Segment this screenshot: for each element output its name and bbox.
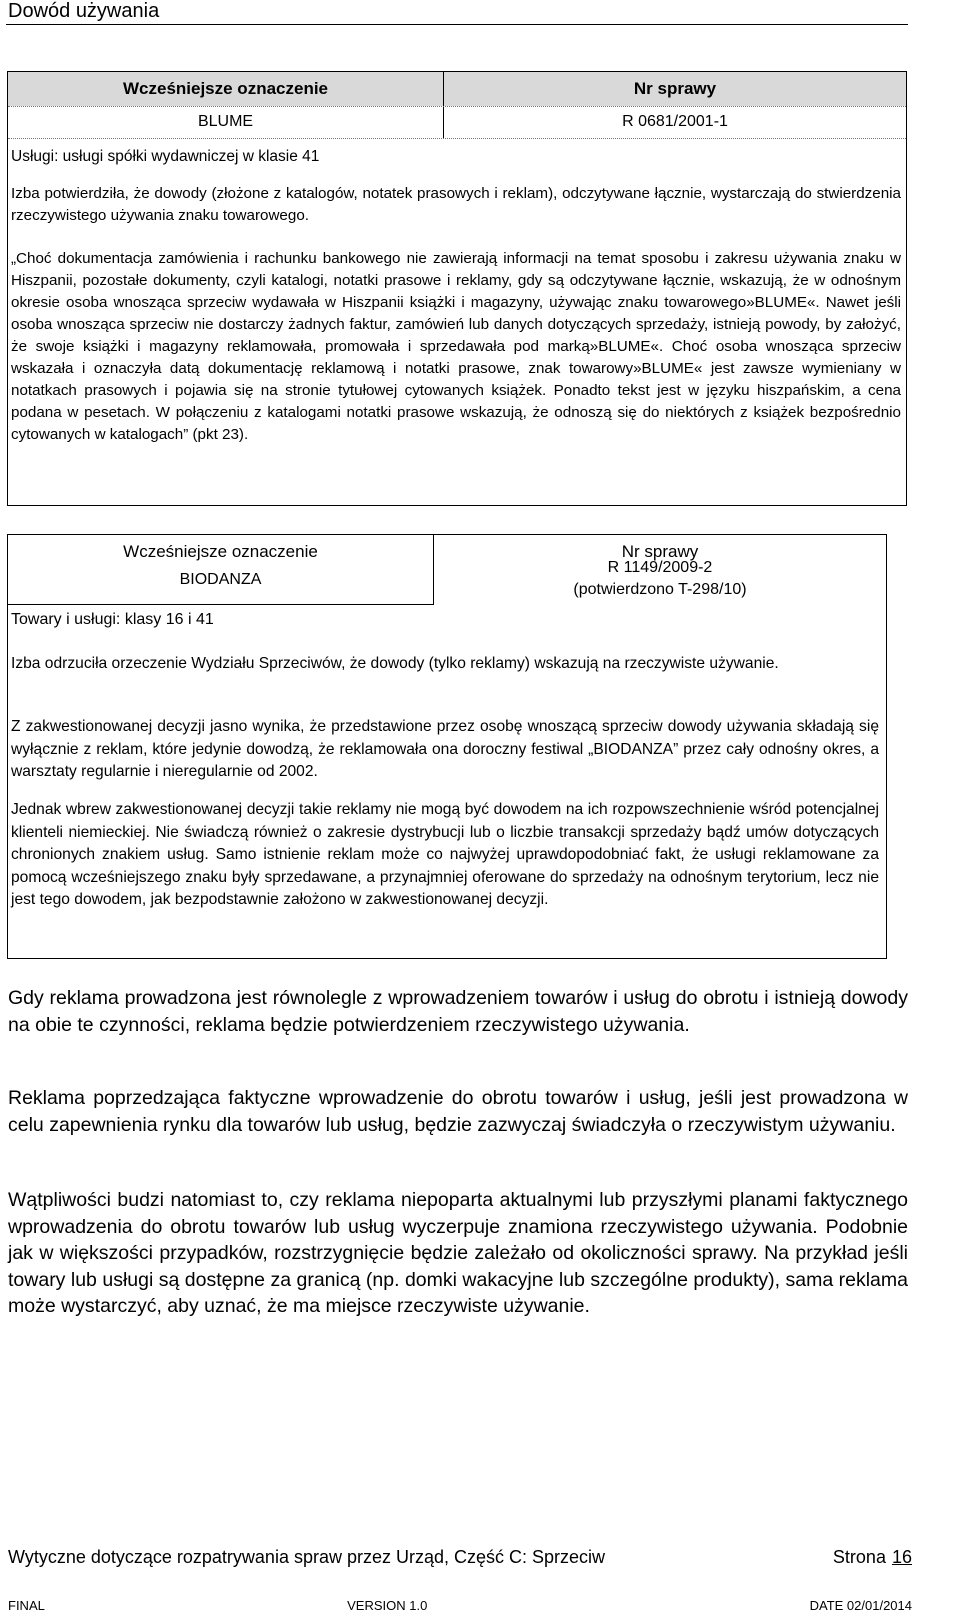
- footer-document-title: Wytyczne dotyczące rozpatrywania spraw przez Urząd, Część C: Sprzeciw: [8, 1547, 606, 1567]
- title-divider: [6, 24, 908, 25]
- row-divider: [8, 106, 906, 107]
- services-line: Usługi: usługi spółki wydawniczej w klasie 41: [11, 148, 320, 165]
- document-metadata: [8, 1598, 912, 1613]
- page-number: 16: [891, 1547, 912, 1567]
- col-header-case-number: Nr sprawy: [444, 72, 906, 106]
- page-footer: [8, 1547, 912, 1568]
- decision-summary: Izba potwierdziła, że dowody (złożone z katalogów, notatek prasowych i reklam), odczytywane łącznie, wystarczają do stwierdzenia rzeczywistego używania znaku towarowego.: [11, 185, 901, 224]
- case-box-blume: [7, 71, 907, 506]
- body-paragraph-2: Reklama poprzedzająca faktyczne wprowadzenie do obrotu towarów i usług, jeśli jest prowadzona w celu zapewnienia rynku dla towarów lub usług, będzie zazwyczaj świadczyła o rzeczywistym używaniu.: [8, 1087, 908, 1136]
- case-confirmation: (potwierdzono T-298/10): [573, 581, 747, 598]
- doc-date: DATE 02/01/2014: [809, 1598, 912, 1613]
- decision-summary: Izba odrzuciła orzeczenie Wydziału Sprzeciwów, że dowody (tylko reklamy) wskazują na rzeczywiste używanie.: [11, 655, 779, 672]
- case-number: R 0681/2001-1: [622, 113, 728, 130]
- doc-version: VERSION 1.0: [347, 1598, 428, 1613]
- services-line: Towary i usługi: klasy 16 i 41: [11, 611, 214, 628]
- doc-status: FINAL: [8, 1598, 45, 1613]
- earlier-mark: BLUME: [197, 113, 254, 130]
- row-divider: [8, 604, 433, 605]
- footer-page-indicator: [833, 1547, 912, 1568]
- earlier-mark: BIODANZA: [179, 571, 262, 588]
- decision-reasoning: Z zakwestionowanej decyzji jasno wynika, że przedstawione przez osobę wnoszącą sprzeciw dowody używania składają się wyłącznie z reklam, które jedynie dowodzą, że reklamowała ona doroczny festiwal „BIODANZA” przez cały odnośny okres, a warsztaty regularnie i nieregularnie od 2002.: [11, 718, 879, 780]
- case-number: R 1149/2009-2: [607, 559, 713, 576]
- col-header-earlier-mark: Wcześniejsze oznaczenie: [123, 542, 318, 561]
- decision-conclusion: Jednak wbrew zakwestionowanej decyzji takie reklamy nie mogą być dowodem na ich rozpowszechnienie wśród potencjalnej klienteli niemieckiej. Nie świadczą również o zakresie dystrybucji lub o liczbie transakcji sprzedaży bądź umów dotyczących chronionych znakiem usług. Samo istnienie reklam może co najwyżej uprawdopodobniać fakt, że usługi reklamowane za pomocą wcześniejszego znaku były sprzedawane, a przynajmniej oferowane do sprzedaży na odnośnym terytorium, lecz nie jest tego dowodem, jak bezpodstawnie założono w zakwestionowanej decyzji.: [11, 801, 879, 908]
- decision-quote: „Choć dokumentacja zamówienia i rachunku bankowego nie zawierają informacji na temat sposobu i zakresu używania znaku w Hiszpanii, pozostałe dokumenty, czyli katalogi, notatki prasowe i reklamy, gdy są odczytywane łącznie, wskazują, że w odnośnym okresie osoba wnosząca sprzeciw wydawała w Hiszpanii książki i magazyny, używając znaku towarowego»BLUME«. Nawet jeśli osoba wnosząca sprzeciw nie dostarczy żadnych faktur, zamówień lub danych dotyczących sprzedaży, istnieją powody, by założyć, że swoje książki i magazyny reklamowała, promowała i sprzedawała pod marką»BLUME«. Choć osoba wnosząca sprzeciw wskazała i oznaczyła datą dokumentację reklamową i notatki prasowe, znak towarowy»BLUME« jest zawsze wymieniany w notatkach prasowych i pojawia się na stronie tytułowej cytowanych książek. Ponadto tekst jest w języku hiszpańskim, a cena podana w pesetach. W połączeniu z katalogami notatki prasowe wskazują, że odnoszą się do niektórych z książek bezpośrednio cytowanych w katalogach” (pkt 23).: [11, 250, 901, 443]
- col-header-earlier-mark: Wcześniejsze oznaczenie: [8, 72, 443, 106]
- row-divider: [8, 138, 906, 139]
- body-paragraph-1: Gdy reklama prowadzona jest równolegle z wprowadzeniem towarów i usług do obrotu i istnieją dowody na obie te czynności, reklama będzie potwierdzeniem rzeczywistego używania.: [8, 987, 908, 1036]
- section-title: Dowód używania: [8, 0, 160, 22]
- page-label: Strona: [832, 1547, 886, 1567]
- col-header-case-number: Nr sprawy: [621, 542, 699, 561]
- case-box-biodanza: [7, 534, 887, 959]
- body-paragraph-3: Wątpliwości budzi natomiast to, czy reklama niepoparta aktualnymi lub przyszłymi planami faktycznego wprowadzenia do obrotu towarów lub usług wyczerpuje znamiona rzeczywistego używania. Podobnie jak w większości przypadków, rozstrzygnięcie będzie zależało od okoliczności sprawy. Na przykład jeśli towary lub usługi są dostępne za granicą (np. domki wakacyjne lub szczególne produkty), sama reklama może wystarczyć, aby uznać, że ma miejsce rzeczywiste używanie.: [8, 1189, 908, 1317]
